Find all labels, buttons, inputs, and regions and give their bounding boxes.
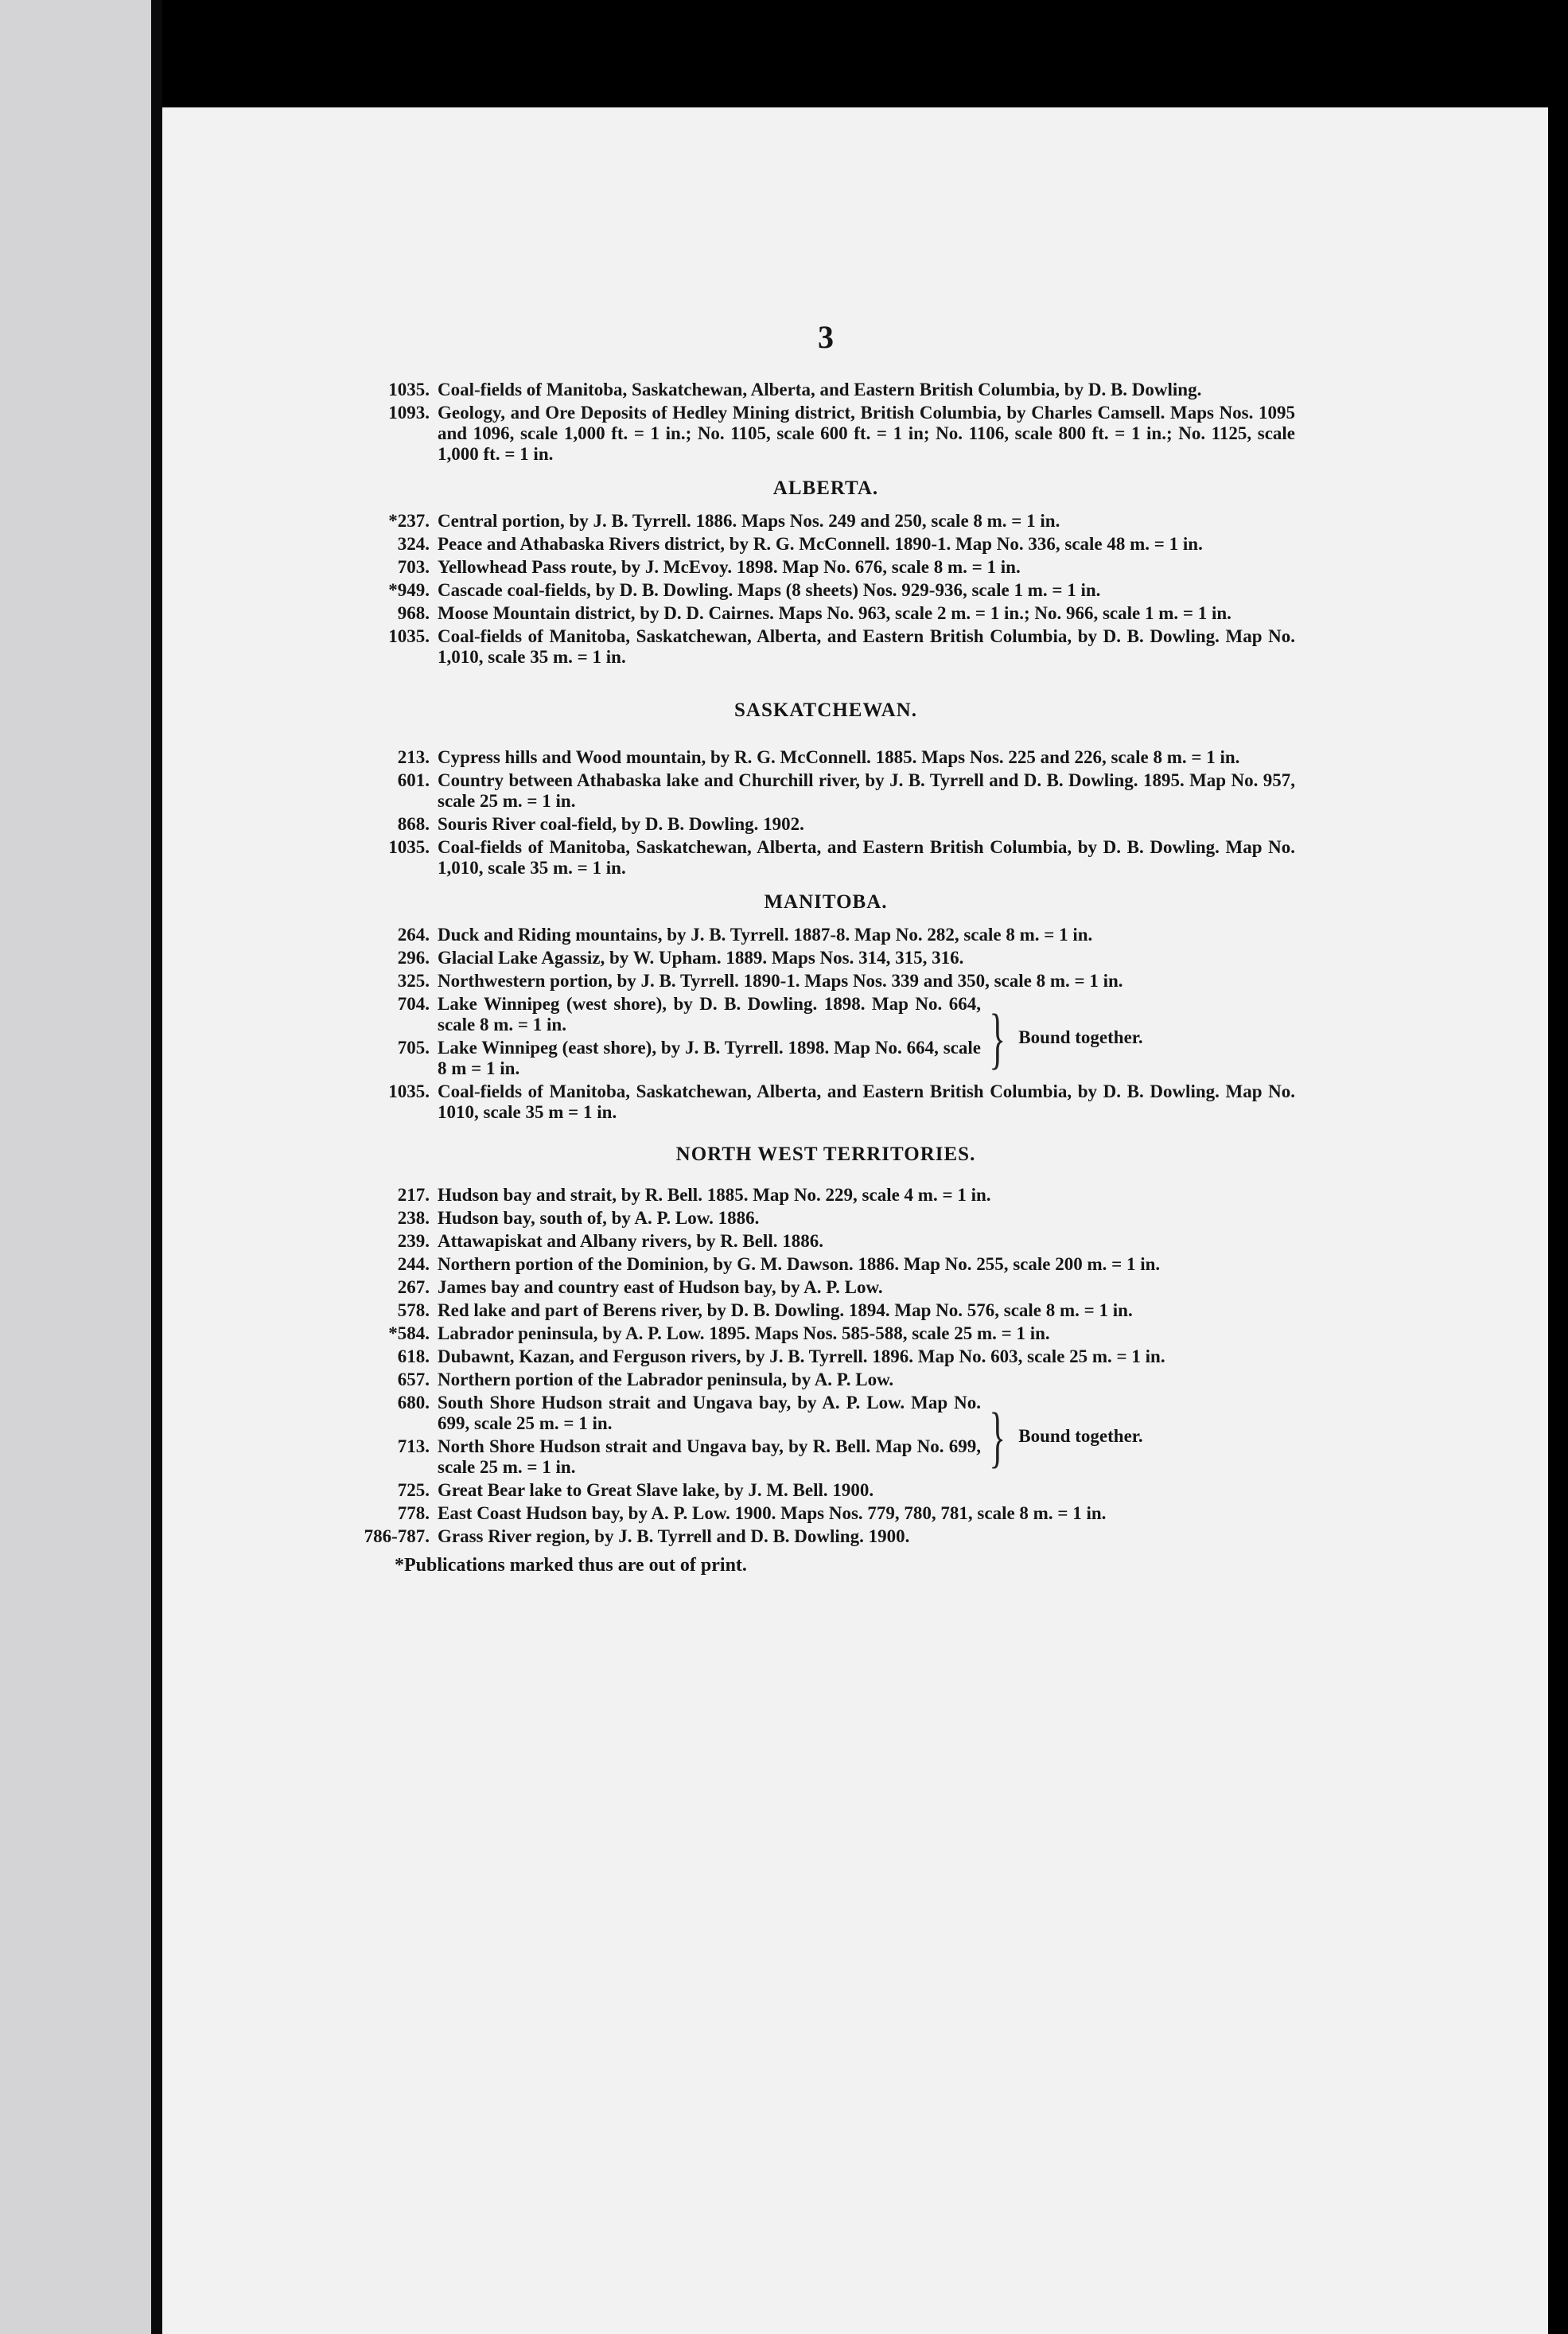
entry-number: 713. bbox=[397, 1436, 430, 1456]
entry-number: 778. bbox=[397, 1503, 430, 1523]
bound-together-note: Bound together. bbox=[1018, 1426, 1143, 1446]
list-item bbox=[356, 1231, 1295, 1252]
section-heading-north-west-territories: NORTH WEST TERRITORIES. bbox=[675, 1144, 976, 1165]
entry-number: 244. bbox=[397, 1254, 430, 1274]
list-item bbox=[356, 1346, 1295, 1367]
alberta-list bbox=[356, 511, 1295, 668]
list-item bbox=[356, 814, 1295, 835]
entry-text: Attawapiskat and Albany rivers, by R. Bell. 1886. bbox=[438, 1231, 823, 1251]
entry-number: 1035. bbox=[388, 1081, 430, 1101]
entry-text: Central portion, by J. B. Tyrrell. 1886. Maps Nos. 249 and 250, scale 8 m. = 1 in. bbox=[438, 511, 1060, 531]
list-item bbox=[356, 580, 1295, 601]
list-item bbox=[356, 925, 1295, 945]
entry-text: Labrador peninsula, by A. P. Low. 1895. Maps Nos. 585-588, scale 25 m. = 1 in. bbox=[438, 1323, 1050, 1343]
entry-text: Lake Winnipeg (east shore), by J. B. Tyrrell. 1898. Map No. 664, scale 8 m = 1 in. bbox=[438, 1038, 981, 1078]
list-item bbox=[356, 1436, 981, 1478]
entry-number: 217. bbox=[397, 1185, 430, 1205]
bracketed-entries bbox=[356, 994, 981, 1081]
entry-number: *237. bbox=[388, 511, 430, 531]
entry-number: 703. bbox=[397, 557, 430, 577]
entry-number: 618. bbox=[397, 1346, 430, 1366]
scan-border bbox=[1548, 107, 1568, 2334]
entry-number: 264. bbox=[397, 925, 430, 945]
entry-number: 238. bbox=[397, 1208, 430, 1228]
entry-number: 324. bbox=[397, 534, 430, 554]
page-number: 3 bbox=[818, 319, 834, 355]
list-item bbox=[356, 534, 1295, 555]
bound-together-group bbox=[356, 1393, 1295, 1480]
list-item bbox=[356, 837, 1295, 879]
entry-text: Coal-fields of Manitoba, Saskatchewan, Alberta, and Eastern British Columbia, by D. B. Dowling. Map No. 1,010, scale 35 m. = 1 in. bbox=[438, 837, 1295, 878]
section-heading-saskatchewan: SASKATCHEWAN. bbox=[734, 699, 917, 721]
brace-icon: } bbox=[989, 999, 1006, 1076]
list-item bbox=[356, 1277, 1295, 1298]
entry-text: Peace and Athabaska Rivers district, by R. G. McConnell. 1890-1. Map No. 336, scale 48 m. = 1 in. bbox=[438, 534, 1203, 554]
entry-text: Cascade coal-fields, by D. B. Dowling. Maps (8 sheets) Nos. 929-936, scale 1 m. = 1 in. bbox=[438, 580, 1101, 600]
entry-number: 213. bbox=[397, 747, 430, 767]
section-heading-manitoba: MANITOBA. bbox=[764, 891, 888, 913]
entry-text: Glacial Lake Agassiz, by W. Upham. 1889. Maps Nos. 314, 315, 316. bbox=[438, 948, 964, 968]
entry-number: 601. bbox=[397, 770, 430, 790]
entry-number: 1035. bbox=[388, 380, 430, 399]
manitoba-list bbox=[356, 925, 1295, 1123]
entry-text: Yellowhead Pass route, by J. McEvoy. 1898. Map No. 676, scale 8 m. = 1 in. bbox=[438, 557, 1021, 577]
list-item bbox=[356, 1254, 1295, 1275]
page-content bbox=[356, 318, 1295, 1576]
entry-text: Northern portion of the Labrador peninsula, by A. P. Low. bbox=[438, 1370, 894, 1389]
entry-text: Great Bear lake to Great Slave lake, by J. M. Bell. 1900. bbox=[438, 1480, 874, 1500]
entry-text: Northern portion of the Dominion, by G. M. Dawson. 1886. Map No. 255, scale 200 m. = 1 in. bbox=[438, 1254, 1161, 1274]
entry-text: Hudson bay and strait, by R. Bell. 1885. Map No. 229, scale 4 m. = 1 in. bbox=[438, 1185, 991, 1205]
entry-text: Lake Winnipeg (west shore), by D. B. Dowling. 1898. Map No. 664, scale 8 m. = 1 in. bbox=[438, 994, 981, 1035]
previous-page-edge bbox=[0, 0, 151, 2334]
list-item bbox=[356, 1185, 1295, 1206]
entry-text: Dubawnt, Kazan, and Ferguson rivers, by J. B. Tyrrell. 1896. Map No. 603, scale 25 m. = 1 in. bbox=[438, 1346, 1165, 1366]
entry-number: 239. bbox=[397, 1231, 430, 1251]
list-item bbox=[356, 1393, 981, 1434]
entry-text: Northwestern portion, by J. B. Tyrrell. 1890-1. Maps Nos. 339 and 350, scale 8 m. = 1 in. bbox=[438, 971, 1123, 991]
entry-number: 786-787. bbox=[364, 1526, 430, 1546]
list-item bbox=[356, 626, 1295, 668]
list-item bbox=[356, 403, 1295, 465]
list-item bbox=[356, 380, 1295, 400]
entry-text: Grass River region, by J. B. Tyrrell and D. B. Dowling. 1900. bbox=[438, 1526, 910, 1546]
list-item bbox=[356, 1480, 1295, 1501]
entry-text: South Shore Hudson strait and Ungava bay, by A. P. Low. Map No. 699, scale 25 m. = 1 in. bbox=[438, 1393, 981, 1433]
section-heading-alberta: ALBERTA. bbox=[772, 477, 879, 499]
saskatchewan-list bbox=[356, 747, 1295, 879]
entry-text: Red lake and part of Berens river, by D. B. Dowling. 1894. Map No. 576, scale 8 m. = 1 in. bbox=[438, 1300, 1133, 1320]
entry-text: Duck and Riding mountains, by J. B. Tyrrell. 1887-8. Map No. 282, scale 8 m. = 1 in. bbox=[438, 925, 1093, 945]
entry-number: 267. bbox=[397, 1277, 430, 1297]
entry-number: 1035. bbox=[388, 626, 430, 646]
entry-text: Geology, and Ore Deposits of Hedley Mining district, British Columbia, by Charles Camsell. Maps Nos. 1095 and 1096, scale 1,000 ft. = 1 in.; No. 1105, scale 600 ft. = 1 in; No. 1106, scale 800 ft. = 1 in.; No. 1125, scale 1,000 ft. = 1 in. bbox=[438, 403, 1295, 464]
entry-text: Country between Athabaska lake and Churchill river, by J. B. Tyrrell and D. B. Dowling. 1895. Map No. 957, scale 25 m. = 1 in. bbox=[438, 770, 1295, 811]
entry-text: Cypress hills and Wood mountain, by R. G. McConnell. 1885. Maps Nos. 225 and 226, scale 8 m. = 1 in. bbox=[438, 747, 1240, 767]
entry-number: 968. bbox=[397, 603, 430, 623]
entry-text: Hudson bay, south of, by A. P. Low. 1886. bbox=[438, 1208, 760, 1228]
bound-together-group bbox=[356, 994, 1295, 1081]
entry-text: Coal-fields of Manitoba, Saskatchewan, Alberta, and Eastern British Columbia, by D. B. Dowling. bbox=[438, 380, 1202, 399]
entry-number: 725. bbox=[397, 1480, 430, 1500]
entry-text: North Shore Hudson strait and Ungava bay, by R. Bell. Map No. 699, scale 25 m. = 1 in. bbox=[438, 1436, 981, 1477]
entry-number: 705. bbox=[397, 1038, 430, 1058]
list-item bbox=[356, 511, 1295, 532]
footnote: *Publications marked thus are out of print. bbox=[395, 1555, 747, 1576]
brace-icon: } bbox=[989, 1398, 1006, 1475]
entry-number: 868. bbox=[397, 814, 430, 834]
entry-text: Coal-fields of Manitoba, Saskatchewan, Alberta, and Eastern British Columbia, by D. B. Dowling. Map No. 1010, scale 35 m = 1 in. bbox=[438, 1081, 1295, 1122]
list-item bbox=[356, 1370, 1295, 1390]
nwt-list bbox=[356, 1185, 1295, 1547]
intro-list bbox=[356, 380, 1295, 465]
entry-text: James bay and country east of Hudson bay, by A. P. Low. bbox=[438, 1277, 883, 1297]
entry-text: Souris River coal-field, by D. B. Dowling. 1902. bbox=[438, 814, 804, 834]
list-item bbox=[356, 603, 1295, 624]
entry-number: *949. bbox=[388, 580, 430, 600]
bracketed-entries bbox=[356, 1393, 981, 1480]
list-item bbox=[356, 747, 1295, 768]
list-item bbox=[356, 971, 1295, 992]
entry-text: East Coast Hudson bay, by A. P. Low. 1900. Maps Nos. 779, 780, 781, scale 8 m. = 1 in. bbox=[438, 1503, 1107, 1523]
entry-number: 296. bbox=[397, 948, 430, 968]
entry-number: 704. bbox=[397, 994, 430, 1014]
list-item bbox=[356, 1323, 1295, 1344]
entry-number: 1035. bbox=[388, 837, 430, 857]
book-spine bbox=[151, 0, 162, 2334]
list-item bbox=[356, 1081, 1295, 1123]
list-item bbox=[356, 994, 981, 1035]
list-item bbox=[356, 1503, 1295, 1524]
bound-together-note: Bound together. bbox=[1018, 1027, 1143, 1047]
list-item bbox=[356, 1208, 1295, 1229]
entry-number: 1093. bbox=[388, 403, 430, 423]
entry-number: 578. bbox=[397, 1300, 430, 1320]
entry-number: 325. bbox=[397, 971, 430, 991]
list-item bbox=[356, 770, 1295, 812]
entry-text: Moose Mountain district, by D. D. Cairnes. Maps No. 963, scale 2 m. = 1 in.; No. 966, scale 1 m. = 1 in. bbox=[438, 603, 1231, 623]
list-item bbox=[356, 1038, 981, 1079]
entry-text: Coal-fields of Manitoba, Saskatchewan, Alberta, and Eastern British Columbia, by D. B. Dowling. Map No. 1,010, scale 35 m. = 1 in. bbox=[438, 626, 1295, 667]
list-item bbox=[356, 948, 1295, 968]
list-item bbox=[356, 1300, 1295, 1321]
entry-number: 680. bbox=[397, 1393, 430, 1412]
list-item bbox=[356, 557, 1295, 578]
list-item bbox=[356, 1526, 1295, 1547]
entry-number: *584. bbox=[388, 1323, 430, 1343]
entry-number: 657. bbox=[397, 1370, 430, 1389]
